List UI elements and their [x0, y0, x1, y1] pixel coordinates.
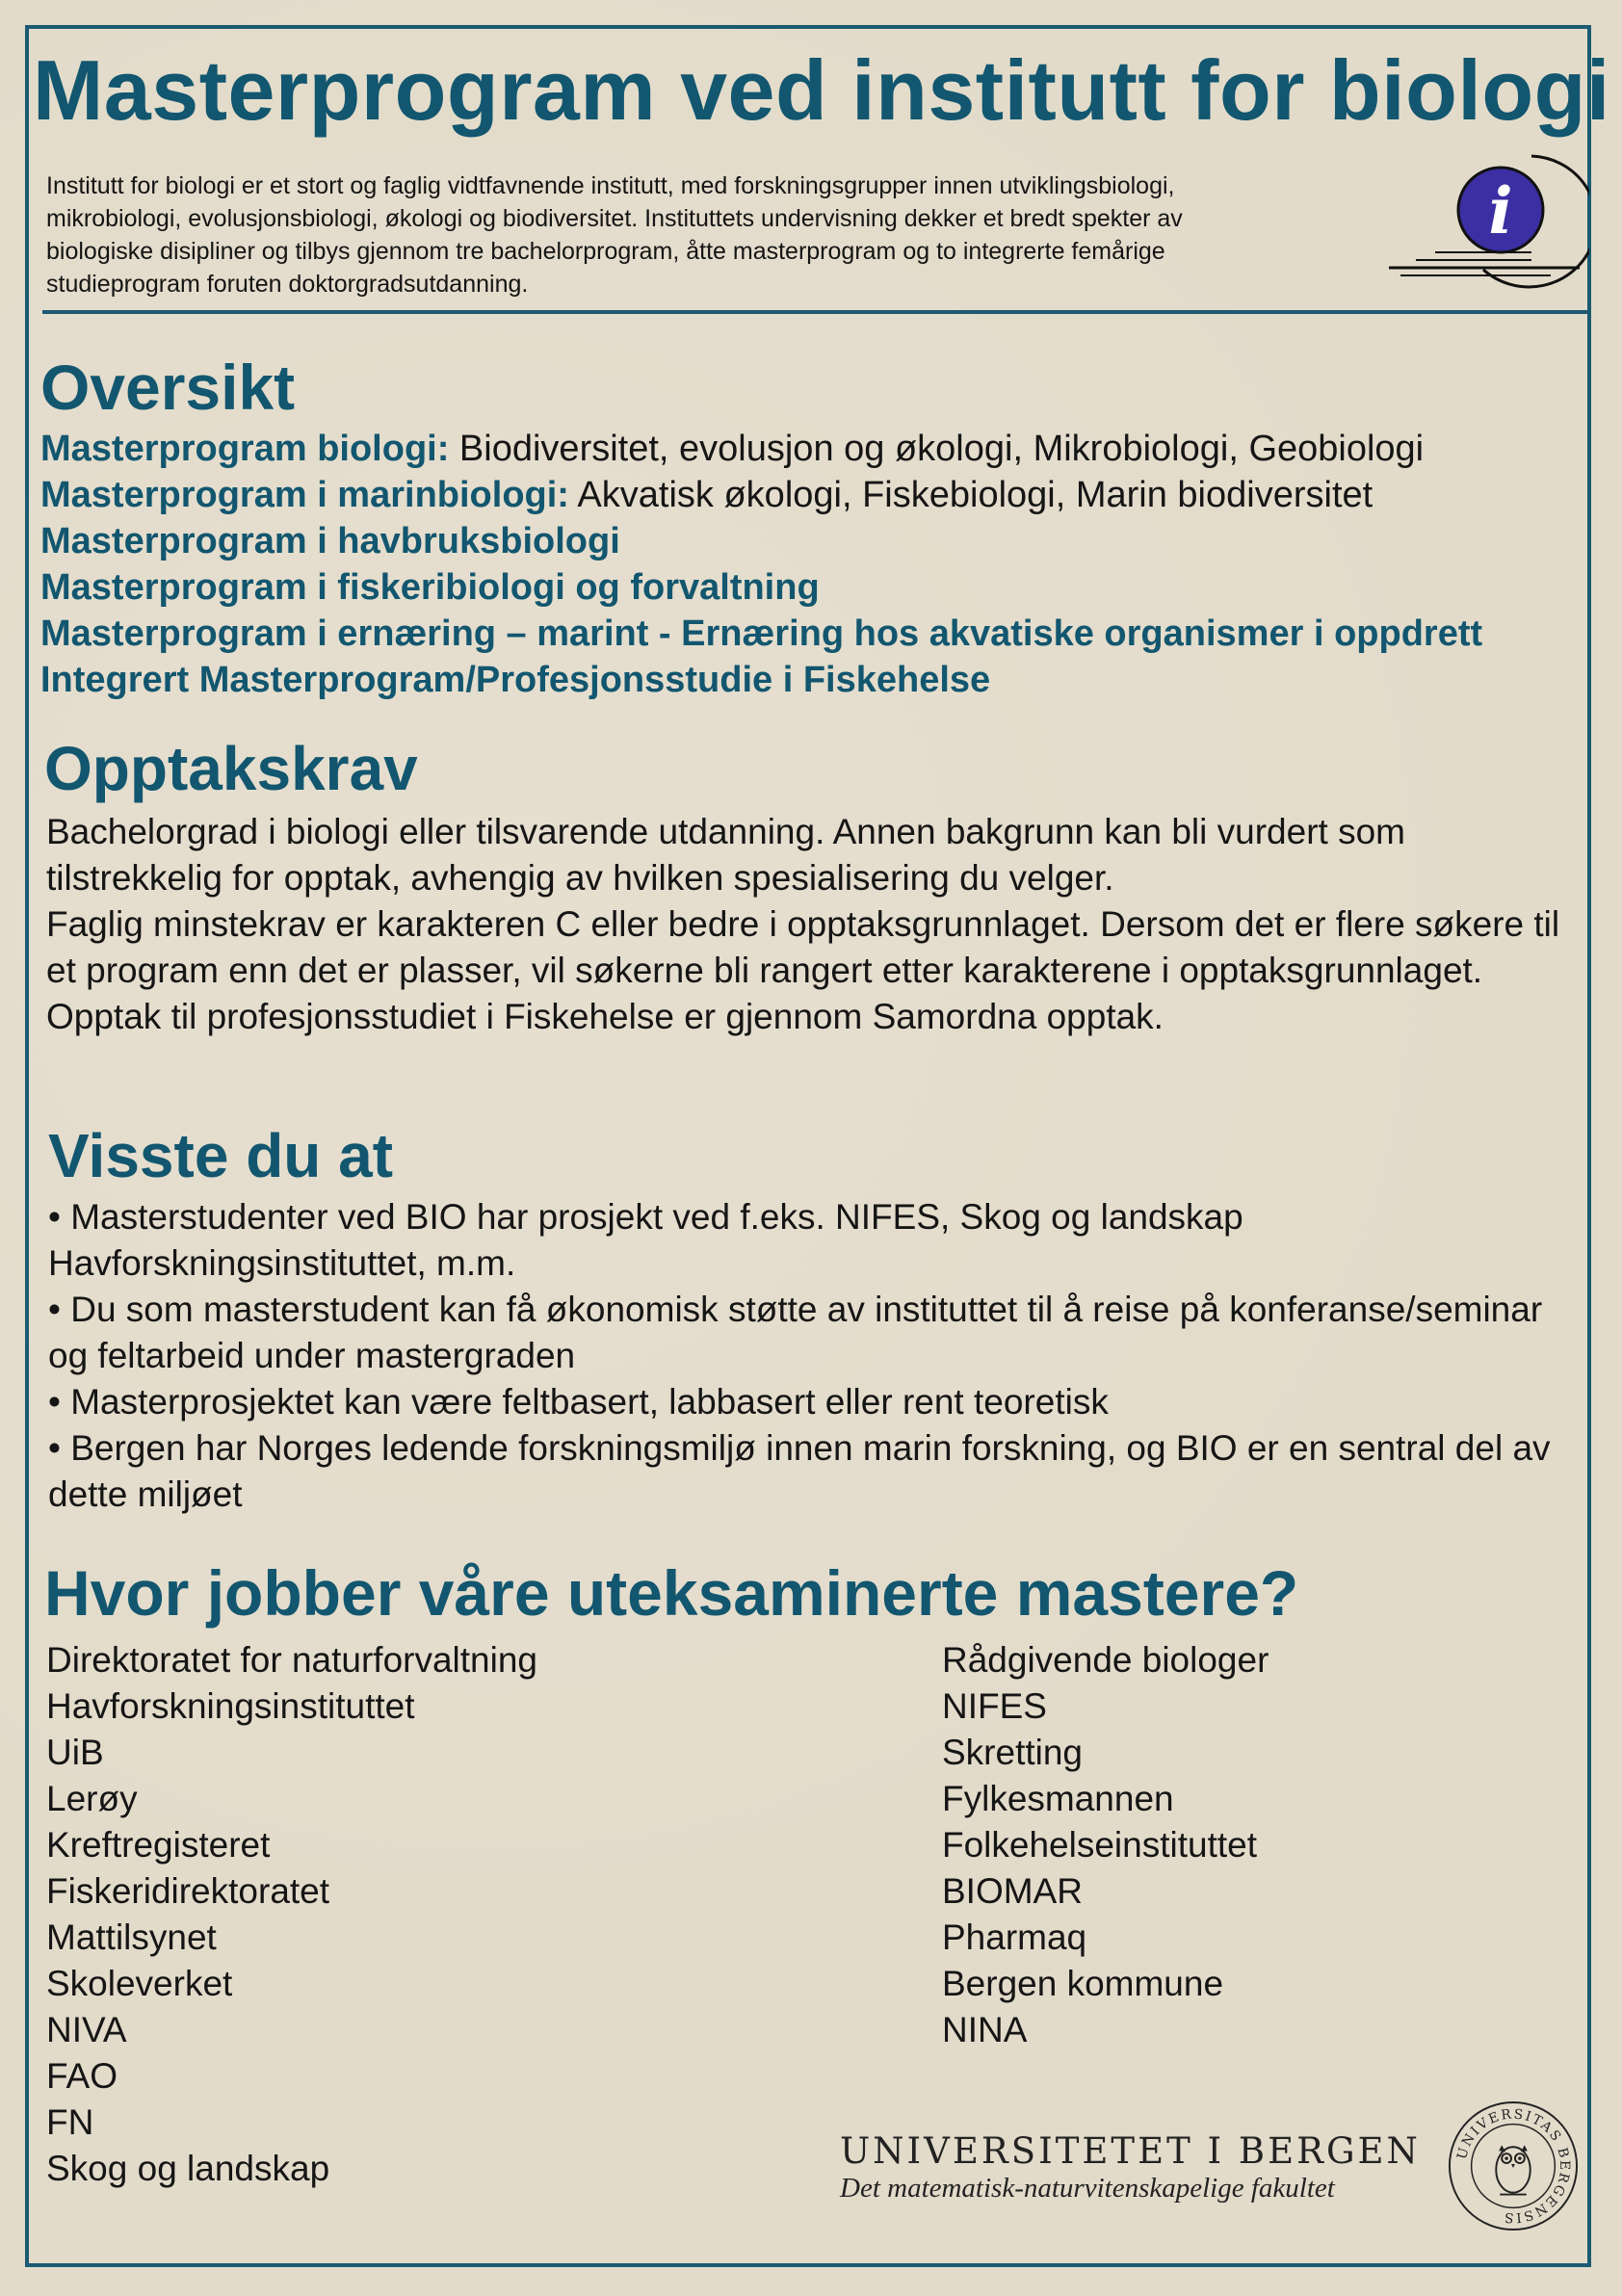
employer-item: Skretting [942, 1733, 1084, 1772]
employer-item: Havforskningsinstituttet [46, 1686, 415, 1726]
employer-item: Fiskeridirektoratet [46, 1871, 330, 1911]
program-desc: Akvatisk økologi, Fiskebiologi, Marin biodiversitet [568, 475, 1373, 515]
header-divider [42, 310, 1587, 314]
program-name: Masterprogram i ernæring – marint - Ernæring hos akvatiske organismer i oppdrett [40, 613, 1483, 654]
info-icon [1387, 144, 1589, 289]
employer-item: FAO [46, 2056, 118, 2096]
program-item [40, 426, 1601, 472]
program-item [40, 472, 1601, 518]
faculty-name: Det matematisk-naturvitenskapelige fakultet [840, 2173, 1335, 2204]
program-name: Integrert Masterprogram/Profesjonsstudie i Fiskehelse [40, 660, 991, 700]
university-seal-icon [1447, 2100, 1580, 2232]
employer-item: Fylkesmannen [942, 1779, 1174, 1818]
opptakskrav-paragraph: Faglig minstekrav er karakteren C eller bedre i opptaksgrunnlaget. Dersom det er flere søkere til et program enn det er plasser, vil søkerne bli rangert etter karakterene i opptaksgrunnlaget. Opptak til profesjonsstudiet i Fiskehelse er gjennom Samordna opptak. [46, 904, 1560, 1036]
bullet-item: • Masterstudenter ved BIO har prosjekt ved f.eks. NIFES, Skog og landskap Havforskningsinstituttet, m.m. [48, 1197, 1243, 1283]
employer-item: Folkehelseinstituttet [942, 1825, 1258, 1865]
bullet-item: • Masterprosjektet kan være feltbasert, labbasert eller rent teoretisk [48, 1382, 1109, 1422]
opptakskrav-text [46, 809, 1587, 1040]
owl-icon [1496, 2145, 1530, 2194]
bullet-item: • Bergen har Norges ledende forskningsmiljø innen marin forskning, og BIO er en sentral del av dette miljøet [48, 1428, 1551, 1514]
employer-item: Rådgivende biologer [942, 1640, 1269, 1680]
program-name: Masterprogram biologi: [40, 429, 450, 469]
visste-bullets [48, 1194, 1587, 1518]
employer-item: BIOMAR [942, 1871, 1083, 1911]
employer-item: NIFES [942, 1686, 1047, 1726]
program-item [40, 657, 1601, 703]
program-item [40, 611, 1601, 657]
info-glyph: i [1488, 173, 1513, 248]
employer-item: Direktoratet for naturforvaltning [46, 1640, 538, 1680]
employer-item: NIVA [46, 2010, 127, 2049]
program-desc: Biodiversitet, evolusjon og økologi, Mikrobiologi, Geobiologi [449, 429, 1425, 469]
program-name: Masterprogram i fiskeribiologi og forvaltning [40, 567, 820, 608]
employer-item: Skoleverket [46, 1964, 233, 2003]
program-name: Masterprogram i marinbiologi: [40, 475, 569, 515]
employer-item: Pharmaq [942, 1918, 1087, 1957]
program-item [40, 518, 1601, 564]
employer-list-left [46, 1637, 894, 2192]
employer-item: UiB [46, 1733, 104, 1772]
bullet-item: • Du som masterstudent kan få økonomisk støtte av instituttet til å reise på konferanse/seminar og feltarbeid under mastergraden [48, 1290, 1543, 1375]
employer-item: Bergen kommune [942, 1964, 1224, 2003]
program-list [40, 426, 1601, 703]
seal-text: UNIVERSITAS BERGENSIS [1454, 2106, 1573, 2226]
hvor-heading: Hvor jobber våre uteksaminerte mastere? [44, 1557, 1299, 1629]
program-name: Masterprogram i havbruksbiologi [40, 521, 620, 561]
employer-item: FN [46, 2102, 94, 2142]
employer-item: Lerøy [46, 1779, 138, 1818]
opptakskrav-paragraph: Bachelorgrad i biologi eller tilsvarende utdanning. Annen bakgrunn kan bli vurdert som tilstrekkelig for opptak, avhengig av hvilken spesialisering du velger. [46, 812, 1405, 898]
program-item [40, 564, 1601, 611]
employer-item: Mattilsynet [46, 1918, 217, 1957]
visste-heading: Visste du at [48, 1121, 394, 1190]
opptakskrav-heading: Opptakskrav [44, 734, 418, 803]
oversikt-heading: Oversikt [40, 352, 296, 423]
university-name: UNIVERSITETET I BERGEN [840, 2130, 1421, 2172]
employer-list-right [942, 1637, 1520, 2053]
page-title: Masterprogram ved institutt for biologi [33, 42, 1610, 138]
employer-item: NINA [942, 2010, 1028, 2049]
intro-text: Institutt for biologi er et stort og faglig vidtfavnende institutt, med forskningsgrupper innen utviklingsbiologi, mikrobiologi, evolusjonsbiologi, økologi og biodiversitet. Instituttets undervisning dekker et bredt spekter av biologiske disipliner og tilbys gjennom tre bachelorprogram, åtte masterprogram og to integrerte femårige studieprogram foruten doktorgradsutdanning. [46, 172, 1183, 298]
employer-item: Skog og landskap [46, 2149, 330, 2188]
employer-item: Kreftregisteret [46, 1825, 271, 1865]
